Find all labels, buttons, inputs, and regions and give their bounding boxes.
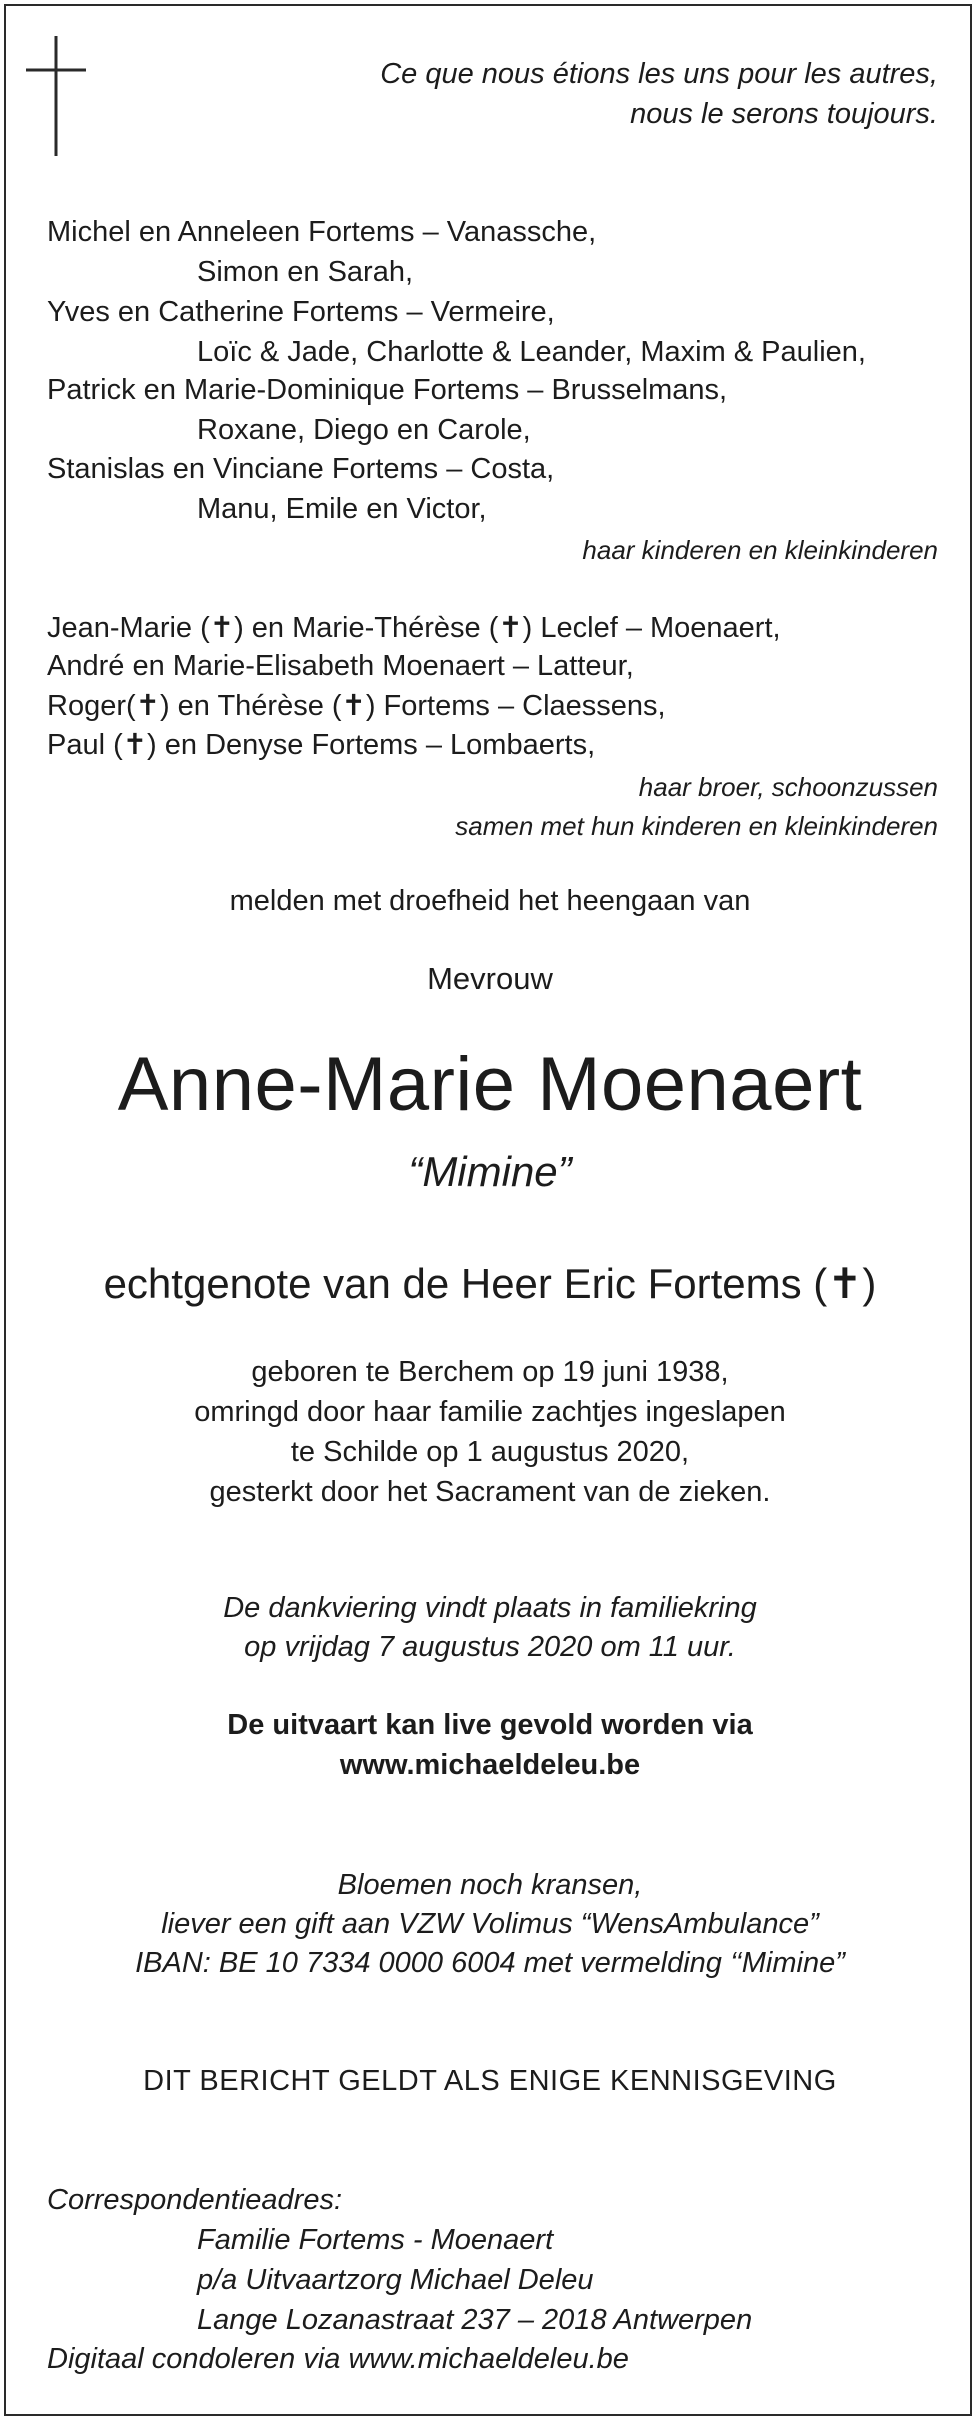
child-couple-2: Yves en Catherine Fortems – Vermeire, (47, 296, 555, 328)
livestream-url: www.michaeldeleu.be (339, 1749, 641, 1781)
livestream-line: De uitvaart kan live gevold worden via (227, 1709, 753, 1741)
siblings-caption-2: samen met hun kinderen en kleinkinderen (455, 811, 938, 841)
grandchildren-4: Manu, Emile en Victor, (197, 493, 487, 525)
cross-icon (26, 36, 86, 156)
sibling-line-1: Jean-Marie (✝) en Marie-Thérèse (✝) Leclef – Moenaert, (47, 612, 781, 644)
grandchildren-1: Simon en Sarah, (197, 256, 414, 288)
flowers-line-1: Bloemen noch kransen, (337, 1869, 643, 1901)
service-line-2: op vrijdag 7 augustus 2020 om 11 uur. (244, 1631, 736, 1663)
children-caption: haar kinderen en kleinkinderen (582, 535, 938, 565)
sibling-line-2: André en Marie-Elisabeth Moenaert – Latteur, (47, 650, 634, 682)
life-line-4: gesterkt door het Sacrament van de zieken. (209, 1476, 771, 1508)
motto-line-2: nous le serons toujours. (630, 98, 938, 130)
honorific: Mevrouw (427, 961, 553, 996)
online-condolence: Digitaal condoleren via www.michaeldeleu.be (47, 2343, 629, 2375)
life-line-3: te Schilde op 1 augustus 2020, (290, 1436, 690, 1468)
life-line-2: omringd door haar familie zachtjes ingeslapen (194, 1396, 786, 1428)
motto-line-1: Ce que nous étions les uns pour les autres, (380, 58, 938, 90)
child-couple-1: Michel en Anneleen Fortems – Vanassche, (47, 216, 597, 248)
correspondence-label: Correspondentieadres: (47, 2184, 343, 2216)
grandchildren-3: Roxane, Diego en Carole, (197, 414, 531, 446)
life-line-1: geboren te Berchem op 19 juni 1938, (251, 1356, 729, 1388)
notice: DIT BERICHT GELDT ALS ENIGE KENNISGEVING (143, 2065, 837, 2097)
child-couple-4: Stanislas en Vinciane Fortems – Costa, (47, 453, 555, 485)
correspondence-line-3: Lange Lozanastraat 237 – 2018 Antwerpen (197, 2304, 753, 2336)
sibling-line-3: Roger(✝) en Thérèse (✝) Fortems – Claessens, (47, 690, 666, 722)
flowers-line-3: IBAN: BE 10 7334 0000 6004 met vermelding ‘‘Mimine” (135, 1947, 845, 1979)
correspondence-line-2: p/a Uitvaartzorg Michael Deleu (197, 2264, 594, 2296)
announcement: melden met droefheid het heengaan van (229, 885, 751, 917)
sibling-line-4: Paul (✝) en Denyse Fortems – Lombaerts, (47, 729, 596, 761)
deceased-name: Anne-Marie Moenaert (117, 1042, 863, 1127)
service-line-1: De dankviering vindt plaats in familiekring (223, 1592, 757, 1624)
grandchildren-2: Loïc & Jade, Charlotte & Leander, Maxim & Paulien, (197, 336, 866, 368)
nickname: “Mimine” (408, 1148, 572, 1195)
correspondence-line-1: Familie Fortems - Moenaert (197, 2224, 554, 2256)
siblings-caption-1: haar broer, schoonzussen (638, 772, 938, 802)
spouse-line: echtgenote van de Heer Eric Fortems (✝) (103, 1260, 877, 1307)
flowers-line-2: liever een gift aan VZW Volimus “WensAmbulance” (161, 1908, 819, 1940)
child-couple-3: Patrick en Marie-Dominique Fortems – Brusselmans, (47, 374, 728, 406)
